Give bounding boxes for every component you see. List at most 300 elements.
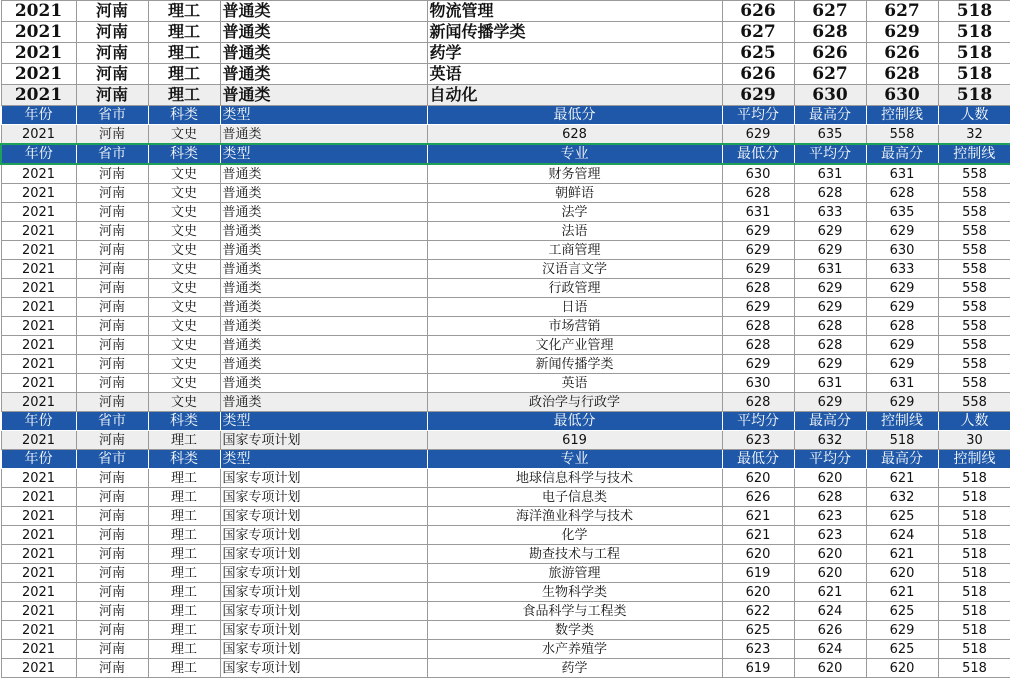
cell-prov: 河南 bbox=[76, 260, 148, 279]
cell-prov: 河南 bbox=[76, 43, 148, 64]
cell-max: 629 bbox=[866, 393, 938, 412]
cell-line: 558 bbox=[866, 125, 938, 145]
cell-cat: 理工 bbox=[148, 488, 220, 507]
cell-cat: 理工 bbox=[148, 621, 220, 640]
cell-major: 英语 bbox=[427, 64, 722, 85]
cell-cat: 科类 bbox=[148, 144, 220, 164]
cell-line: 518 bbox=[938, 621, 1010, 640]
cell-max: 629 bbox=[866, 222, 938, 241]
cell-year: 2021 bbox=[1, 336, 76, 355]
table-row bbox=[1, 22, 1010, 43]
table-row bbox=[1, 583, 1010, 602]
cell-prov: 河南 bbox=[76, 602, 148, 621]
table-row bbox=[1, 374, 1010, 393]
cell-avg: 628 bbox=[794, 317, 866, 336]
cell-type: 国家专项计划 bbox=[220, 545, 427, 564]
cell-min: 628 bbox=[722, 279, 794, 298]
cell-min: 最低分 bbox=[427, 412, 722, 431]
cell-prov: 河南 bbox=[76, 279, 148, 298]
cell-cat: 理工 bbox=[148, 43, 220, 64]
cell-type: 国家专项计划 bbox=[220, 507, 427, 526]
cell-prov: 河南 bbox=[76, 203, 148, 222]
cell-year: 2021 bbox=[1, 241, 76, 260]
cell-major: 汉语言文学 bbox=[427, 260, 722, 279]
cell-avg: 624 bbox=[794, 602, 866, 621]
cell-max: 最高分 bbox=[794, 106, 866, 125]
cell-prov: 河南 bbox=[76, 64, 148, 85]
cell-year: 2021 bbox=[1, 22, 76, 43]
cell-max: 629 bbox=[866, 22, 938, 43]
cell-avg: 628 bbox=[794, 336, 866, 355]
table-row bbox=[1, 298, 1010, 317]
cell-type: 普通类 bbox=[220, 203, 427, 222]
cell-major: 旅游管理 bbox=[427, 564, 722, 583]
cell-year: 2021 bbox=[1, 564, 76, 583]
cell-prov: 河南 bbox=[76, 526, 148, 545]
cell-cat: 科类 bbox=[148, 450, 220, 469]
cell-min: 629 bbox=[722, 260, 794, 279]
cell-min: 629 bbox=[722, 355, 794, 374]
cell-line: 518 bbox=[938, 545, 1010, 564]
cell-max: 625 bbox=[866, 640, 938, 659]
cell-major: 新闻传播学类 bbox=[427, 22, 722, 43]
cell-prov: 河南 bbox=[76, 640, 148, 659]
cell-max: 629 bbox=[866, 279, 938, 298]
cell-max: 630 bbox=[866, 85, 938, 106]
cell-year: 2021 bbox=[1, 431, 76, 450]
cell-major: 英语 bbox=[427, 374, 722, 393]
cell-min: 620 bbox=[722, 545, 794, 564]
cell-line: 518 bbox=[938, 488, 1010, 507]
cell-line: 558 bbox=[938, 164, 1010, 184]
cell-min: 619 bbox=[722, 564, 794, 583]
table-row bbox=[1, 43, 1010, 64]
cell-min: 620 bbox=[722, 469, 794, 488]
cell-min: 最低分 bbox=[427, 106, 722, 125]
cell-year: 2021 bbox=[1, 203, 76, 222]
cell-line: 518 bbox=[938, 507, 1010, 526]
cell-prov: 省市 bbox=[76, 144, 148, 164]
cell-major: 勘查技术与工程 bbox=[427, 545, 722, 564]
cell-cat: 文史 bbox=[148, 241, 220, 260]
cell-avg: 629 bbox=[794, 241, 866, 260]
cell-line: 558 bbox=[938, 317, 1010, 336]
cell-avg: 631 bbox=[794, 260, 866, 279]
cell-avg: 平均分 bbox=[794, 450, 866, 469]
cell-max: 631 bbox=[866, 164, 938, 184]
cell-line: 518 bbox=[938, 526, 1010, 545]
cell-prov: 河南 bbox=[76, 85, 148, 106]
cell-max: 627 bbox=[866, 1, 938, 22]
cell-avg: 626 bbox=[794, 621, 866, 640]
score-table-body bbox=[1, 1, 1010, 678]
cell-max: 621 bbox=[866, 469, 938, 488]
cell-year: 2021 bbox=[1, 164, 76, 184]
cell-major: 食品科学与工程类 bbox=[427, 602, 722, 621]
cell-max: 626 bbox=[866, 43, 938, 64]
cell-min: 621 bbox=[722, 526, 794, 545]
cell-major: 数学类 bbox=[427, 621, 722, 640]
summary-row-wenshi bbox=[1, 125, 1010, 145]
cell-min: 628 bbox=[722, 336, 794, 355]
cell-major: 地球信息科学与技术 bbox=[427, 469, 722, 488]
cell-type: 类型 bbox=[220, 450, 427, 469]
cell-min: 625 bbox=[722, 621, 794, 640]
cell-line: 控制线 bbox=[866, 106, 938, 125]
cell-prov: 河南 bbox=[76, 125, 148, 145]
cell-max: 629 bbox=[866, 355, 938, 374]
cell-type: 国家专项计划 bbox=[220, 640, 427, 659]
cell-line: 518 bbox=[938, 640, 1010, 659]
cell-line: 控制线 bbox=[866, 412, 938, 431]
table-row bbox=[1, 507, 1010, 526]
cell-max: 628 bbox=[866, 64, 938, 85]
cell-line: 518 bbox=[938, 85, 1010, 106]
cell-cat: 文史 bbox=[148, 336, 220, 355]
cell-max: 632 bbox=[794, 431, 866, 450]
cell-min: 最低分 bbox=[722, 144, 794, 164]
cell-max: 最高分 bbox=[866, 144, 938, 164]
cell-cat: 理工 bbox=[148, 526, 220, 545]
cell-major: 药学 bbox=[427, 659, 722, 678]
cell-avg: 623 bbox=[794, 526, 866, 545]
cell-max: 635 bbox=[866, 203, 938, 222]
cell-cat: 理工 bbox=[148, 583, 220, 602]
cell-max: 633 bbox=[866, 260, 938, 279]
cell-major: 市场营销 bbox=[427, 317, 722, 336]
cell-cat: 文史 bbox=[148, 222, 220, 241]
cell-avg: 628 bbox=[794, 184, 866, 203]
cell-min: 628 bbox=[722, 393, 794, 412]
cell-prov: 河南 bbox=[76, 621, 148, 640]
cell-avg: 628 bbox=[794, 22, 866, 43]
cell-prov: 河南 bbox=[76, 298, 148, 317]
cell-type: 普通类 bbox=[220, 22, 427, 43]
cell-avg: 620 bbox=[794, 469, 866, 488]
cell-line: 518 bbox=[938, 64, 1010, 85]
cell-year: 2021 bbox=[1, 393, 76, 412]
cell-major: 工商管理 bbox=[427, 241, 722, 260]
cell-line: 518 bbox=[938, 1, 1010, 22]
cell-min: 619 bbox=[427, 431, 722, 450]
summary-row-ligong bbox=[1, 431, 1010, 450]
cell-year: 2021 bbox=[1, 279, 76, 298]
cell-prov: 河南 bbox=[76, 393, 148, 412]
cell-type: 普通类 bbox=[220, 222, 427, 241]
cell-prov: 河南 bbox=[76, 317, 148, 336]
cell-type: 类型 bbox=[220, 144, 427, 164]
cell-line: 控制线 bbox=[938, 450, 1010, 469]
cell-avg: 629 bbox=[794, 298, 866, 317]
cell-type: 普通类 bbox=[220, 374, 427, 393]
table-row bbox=[1, 602, 1010, 621]
table-row bbox=[1, 1, 1010, 22]
cell-cat: 文史 bbox=[148, 184, 220, 203]
cell-min: 628 bbox=[722, 317, 794, 336]
cell-type: 普通类 bbox=[220, 241, 427, 260]
cell-avg: 平均分 bbox=[722, 412, 794, 431]
cell-avg: 633 bbox=[794, 203, 866, 222]
cell-prov: 河南 bbox=[76, 431, 148, 450]
cell-line: 558 bbox=[938, 393, 1010, 412]
cell-year: 2021 bbox=[1, 355, 76, 374]
cell-cat: 理工 bbox=[148, 507, 220, 526]
cell-max: 628 bbox=[866, 317, 938, 336]
table-row bbox=[1, 659, 1010, 678]
cell-count: 人数 bbox=[938, 412, 1010, 431]
cell-min: 630 bbox=[722, 374, 794, 393]
cell-min: 最低分 bbox=[722, 450, 794, 469]
cell-major: 日语 bbox=[427, 298, 722, 317]
cell-type: 普通类 bbox=[220, 336, 427, 355]
cell-prov: 河南 bbox=[76, 488, 148, 507]
cell-year: 2021 bbox=[1, 222, 76, 241]
cell-max: 最高分 bbox=[866, 450, 938, 469]
cell-min: 628 bbox=[427, 125, 722, 145]
cell-min: 629 bbox=[722, 222, 794, 241]
cell-year: 2021 bbox=[1, 184, 76, 203]
cell-prov: 河南 bbox=[76, 222, 148, 241]
cell-type: 普通类 bbox=[220, 279, 427, 298]
cell-major: 药学 bbox=[427, 43, 722, 64]
cell-cat: 理工 bbox=[148, 640, 220, 659]
cell-line: 518 bbox=[938, 659, 1010, 678]
cell-type: 普通类 bbox=[220, 317, 427, 336]
cell-type: 普通类 bbox=[220, 85, 427, 106]
cell-avg: 630 bbox=[794, 85, 866, 106]
cell-cat: 理工 bbox=[148, 545, 220, 564]
table-row bbox=[1, 317, 1010, 336]
cell-line: 控制线 bbox=[938, 144, 1010, 164]
table-row bbox=[1, 222, 1010, 241]
cell-major: 电子信息类 bbox=[427, 488, 722, 507]
cell-cat: 文史 bbox=[148, 355, 220, 374]
summary-header-row bbox=[1, 412, 1010, 431]
cell-min: 620 bbox=[722, 583, 794, 602]
cell-prov: 河南 bbox=[76, 507, 148, 526]
cell-year: 2021 bbox=[1, 659, 76, 678]
cell-prov: 河南 bbox=[76, 1, 148, 22]
cell-type: 普通类 bbox=[220, 1, 427, 22]
cell-type: 普通类 bbox=[220, 260, 427, 279]
cell-type: 普通类 bbox=[220, 64, 427, 85]
table-row bbox=[1, 279, 1010, 298]
cell-min: 625 bbox=[722, 43, 794, 64]
cell-year: 2021 bbox=[1, 125, 76, 145]
cell-type: 普通类 bbox=[220, 164, 427, 184]
cell-year: 2021 bbox=[1, 583, 76, 602]
table-row bbox=[1, 393, 1010, 412]
cell-prov: 河南 bbox=[76, 374, 148, 393]
cell-max: 620 bbox=[866, 564, 938, 583]
cell-major: 物流管理 bbox=[427, 1, 722, 22]
cell-type: 类型 bbox=[220, 106, 427, 125]
cell-type: 类型 bbox=[220, 412, 427, 431]
cell-prov: 河南 bbox=[76, 564, 148, 583]
cell-line: 558 bbox=[938, 336, 1010, 355]
cell-min: 630 bbox=[722, 164, 794, 184]
cell-avg: 626 bbox=[794, 43, 866, 64]
cell-max: 621 bbox=[866, 583, 938, 602]
cell-cat: 理工 bbox=[148, 564, 220, 583]
cell-cat: 理工 bbox=[148, 64, 220, 85]
cell-line: 518 bbox=[938, 22, 1010, 43]
cell-min: 629 bbox=[722, 241, 794, 260]
cell-max: 631 bbox=[866, 374, 938, 393]
table-row bbox=[1, 564, 1010, 583]
cell-cat: 文史 bbox=[148, 298, 220, 317]
cell-type: 国家专项计划 bbox=[220, 564, 427, 583]
cell-avg: 平均分 bbox=[794, 144, 866, 164]
cell-prov: 河南 bbox=[76, 583, 148, 602]
cell-prov: 省市 bbox=[76, 412, 148, 431]
cell-max: 629 bbox=[866, 336, 938, 355]
cell-min: 631 bbox=[722, 203, 794, 222]
cell-prov: 河南 bbox=[76, 355, 148, 374]
summary-header-row bbox=[1, 106, 1010, 125]
cell-avg: 627 bbox=[794, 1, 866, 22]
cell-max: 624 bbox=[866, 526, 938, 545]
cell-type: 国家专项计划 bbox=[220, 526, 427, 545]
cell-min: 629 bbox=[722, 85, 794, 106]
cell-max: 629 bbox=[866, 298, 938, 317]
major-header-row bbox=[1, 450, 1010, 469]
cell-type: 国家专项计划 bbox=[220, 659, 427, 678]
table-row bbox=[1, 85, 1010, 106]
cell-max: 629 bbox=[866, 621, 938, 640]
cell-year: 2021 bbox=[1, 298, 76, 317]
cell-year: 年份 bbox=[1, 412, 76, 431]
cell-max: 625 bbox=[866, 602, 938, 621]
cell-max: 621 bbox=[866, 545, 938, 564]
cell-year: 2021 bbox=[1, 621, 76, 640]
table-row bbox=[1, 355, 1010, 374]
table-row bbox=[1, 488, 1010, 507]
cell-major: 自动化 bbox=[427, 85, 722, 106]
cell-avg: 621 bbox=[794, 583, 866, 602]
cell-line: 518 bbox=[938, 469, 1010, 488]
cell-line: 558 bbox=[938, 203, 1010, 222]
cell-cat: 文史 bbox=[148, 279, 220, 298]
cell-line: 518 bbox=[866, 431, 938, 450]
cell-max: 632 bbox=[866, 488, 938, 507]
cell-cat: 理工 bbox=[148, 602, 220, 621]
cell-type: 国家专项计划 bbox=[220, 469, 427, 488]
cell-cat: 理工 bbox=[148, 469, 220, 488]
table-row bbox=[1, 640, 1010, 659]
major-header-row bbox=[1, 144, 1010, 164]
cell-prov: 河南 bbox=[76, 469, 148, 488]
cell-prov: 省市 bbox=[76, 450, 148, 469]
cell-min: 622 bbox=[722, 602, 794, 621]
cell-type: 普通类 bbox=[220, 43, 427, 64]
cell-major: 海洋渔业科学与技术 bbox=[427, 507, 722, 526]
cell-type: 普通类 bbox=[220, 393, 427, 412]
cell-major: 政治学与行政学 bbox=[427, 393, 722, 412]
cell-cat: 理工 bbox=[148, 1, 220, 22]
cell-min: 623 bbox=[722, 640, 794, 659]
cell-cat: 文史 bbox=[148, 164, 220, 184]
cell-type: 普通类 bbox=[220, 125, 427, 145]
cell-max: 635 bbox=[794, 125, 866, 145]
cell-line: 518 bbox=[938, 602, 1010, 621]
cell-line: 518 bbox=[938, 43, 1010, 64]
cell-avg: 620 bbox=[794, 659, 866, 678]
cell-min: 628 bbox=[722, 184, 794, 203]
cell-prov: 河南 bbox=[76, 659, 148, 678]
cell-line: 558 bbox=[938, 241, 1010, 260]
cell-major: 化学 bbox=[427, 526, 722, 545]
cell-avg: 629 bbox=[794, 279, 866, 298]
cell-cat: 文史 bbox=[148, 374, 220, 393]
cell-count: 30 bbox=[938, 431, 1010, 450]
cell-max: 628 bbox=[866, 184, 938, 203]
cell-type: 国家专项计划 bbox=[220, 602, 427, 621]
cell-major: 行政管理 bbox=[427, 279, 722, 298]
cell-year: 2021 bbox=[1, 64, 76, 85]
cell-line: 558 bbox=[938, 279, 1010, 298]
cell-count: 32 bbox=[938, 125, 1010, 145]
cell-avg: 平均分 bbox=[722, 106, 794, 125]
cell-max: 最高分 bbox=[794, 412, 866, 431]
cell-year: 2021 bbox=[1, 43, 76, 64]
table-row bbox=[1, 241, 1010, 260]
cell-major: 专业 bbox=[427, 450, 722, 469]
cell-avg: 623 bbox=[794, 507, 866, 526]
cell-prov: 河南 bbox=[76, 164, 148, 184]
cell-count: 人数 bbox=[938, 106, 1010, 125]
cell-max: 630 bbox=[866, 241, 938, 260]
cell-avg: 624 bbox=[794, 640, 866, 659]
table-row bbox=[1, 184, 1010, 203]
cell-prov: 河南 bbox=[76, 184, 148, 203]
cell-year: 2021 bbox=[1, 545, 76, 564]
cell-avg: 629 bbox=[722, 125, 794, 145]
cell-year: 年份 bbox=[1, 106, 76, 125]
cell-avg: 623 bbox=[722, 431, 794, 450]
cell-min: 627 bbox=[722, 22, 794, 43]
table-row bbox=[1, 164, 1010, 184]
cell-line: 518 bbox=[938, 583, 1010, 602]
cell-avg: 629 bbox=[794, 222, 866, 241]
cell-year: 2021 bbox=[1, 469, 76, 488]
cell-type: 普通类 bbox=[220, 355, 427, 374]
cell-major: 财务管理 bbox=[427, 164, 722, 184]
table-row bbox=[1, 64, 1010, 85]
cell-type: 国家专项计划 bbox=[220, 583, 427, 602]
cell-year: 2021 bbox=[1, 640, 76, 659]
cell-major: 专业 bbox=[427, 144, 722, 164]
cell-max: 625 bbox=[866, 507, 938, 526]
cell-year: 2021 bbox=[1, 374, 76, 393]
cell-avg: 628 bbox=[794, 488, 866, 507]
cell-min: 629 bbox=[722, 298, 794, 317]
cell-min: 626 bbox=[722, 1, 794, 22]
cell-major: 水产养殖学 bbox=[427, 640, 722, 659]
table-row bbox=[1, 526, 1010, 545]
cell-year: 2021 bbox=[1, 1, 76, 22]
cell-min: 619 bbox=[722, 659, 794, 678]
cell-cat: 文史 bbox=[148, 317, 220, 336]
cell-cat: 文史 bbox=[148, 203, 220, 222]
cell-min: 626 bbox=[722, 64, 794, 85]
cell-major: 生物科学类 bbox=[427, 583, 722, 602]
cell-line: 558 bbox=[938, 184, 1010, 203]
table-row bbox=[1, 469, 1010, 488]
table-row bbox=[1, 260, 1010, 279]
cell-avg: 620 bbox=[794, 564, 866, 583]
cell-year: 2021 bbox=[1, 317, 76, 336]
